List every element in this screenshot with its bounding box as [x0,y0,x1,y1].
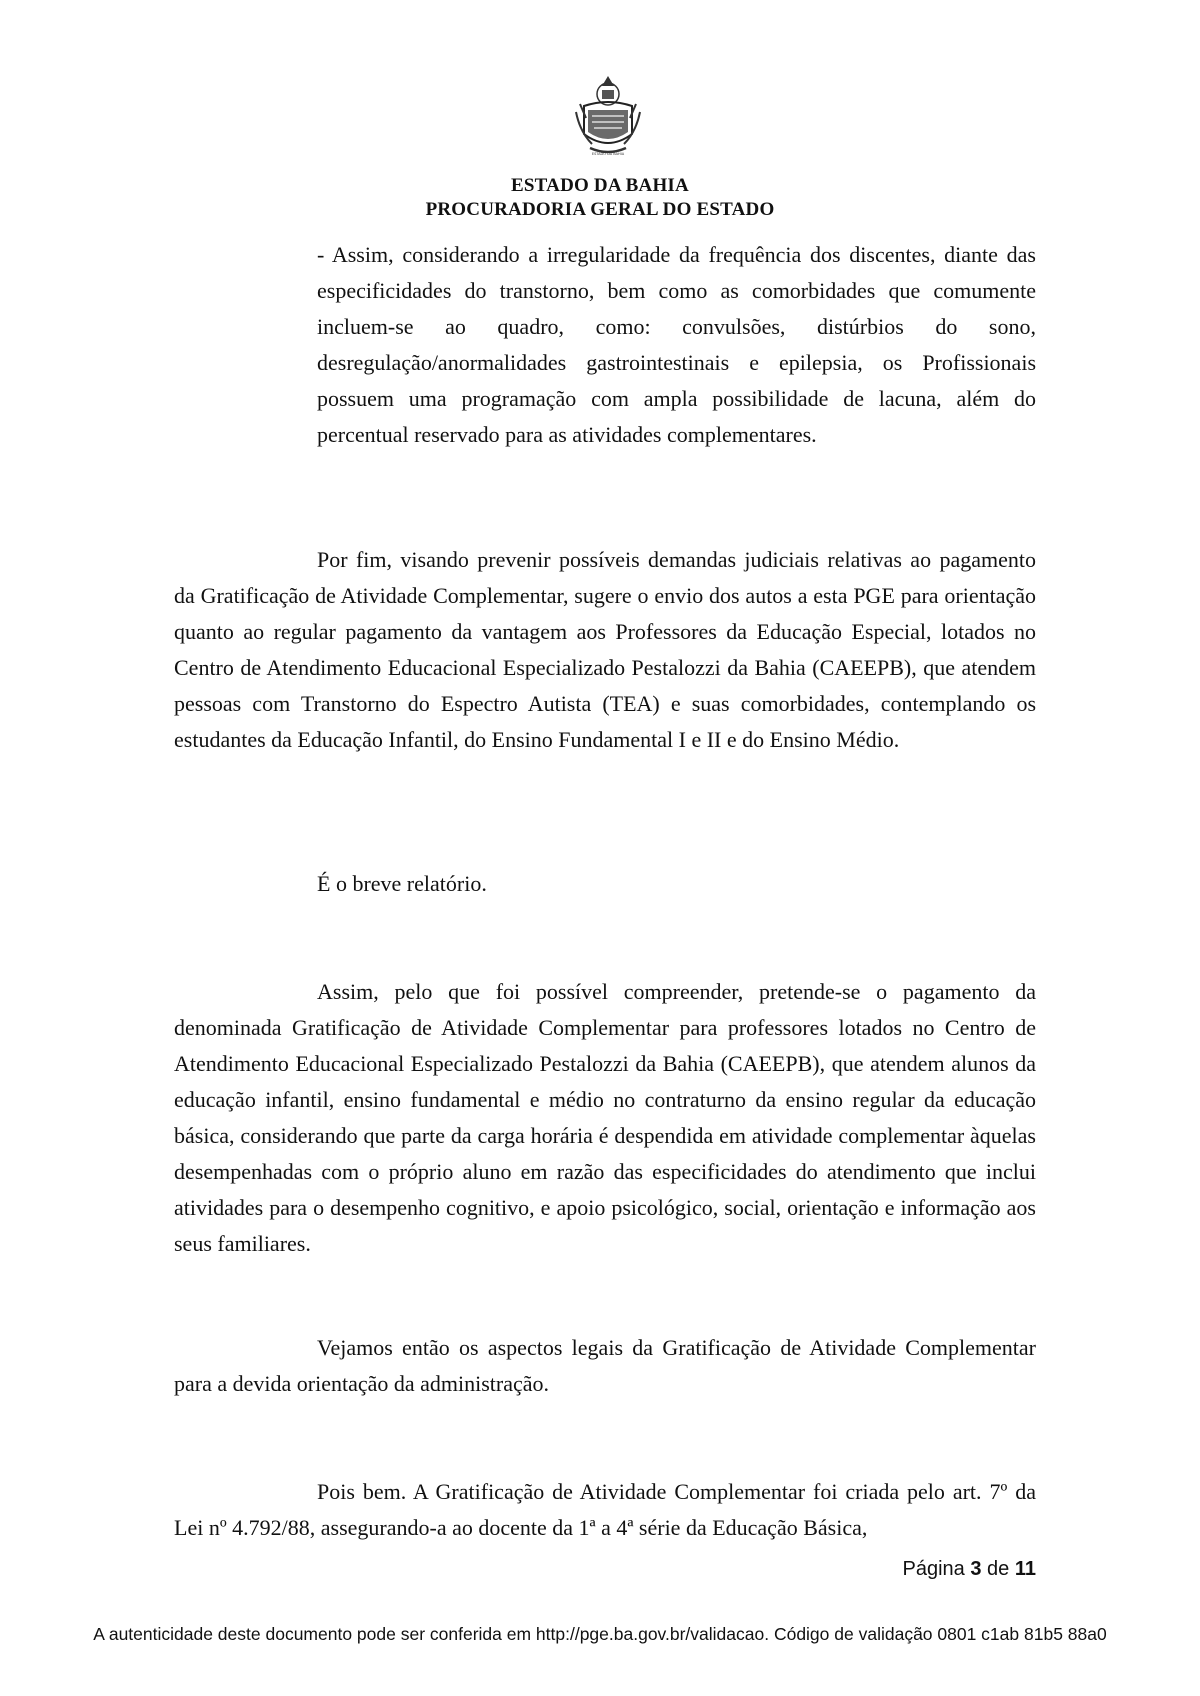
header-agency-name: PROCURADORIA GERAL DO ESTADO [425,199,775,220]
page-number [903,1558,1037,1581]
paragraph-understanding: Assim, pelo que foi possível compreender, pretende-se o pagamento da denominada Gratificação de Atividade Complementar para professores lotados no Centro de Atendimento Educacional Especializado Pestalozzi da Bahia (CAEEPB), que atendem alunos da educação infantil, ensino fundamental e médio no contraturno da ensino regular da educação básica, considerando que parte da carga horária é despendida em atividade complementar àquelas desempenhadas com o próprio aluno em razão das especificidades do atendimento que inclui atividades para o desempenho cognitivo, e apoio psicológico, social, orientação e informação aos seus familiares. [174,979,1036,1256]
page-of: de [987,1558,1010,1580]
page-label: Página [902,1558,965,1580]
page-total: 11 [1014,1558,1036,1580]
authenticity-footer: A autenticidade deste documento pode ser conferida em http://pge.ba.gov.br/validacao. Código de validação 0801 c1ab 81b5 88a0 [93,1624,1107,1644]
bahia-coat-of-arms-seal [572,72,644,158]
paragraph-legal-aspects: Vejamos então os aspectos legais da Gratificação de Atividade Complementar para a devida orientação da administração. [174,1335,1036,1396]
paragraph-quoted-item: - Assim, considerando a irregularidade da frequência dos discentes, diante das especificidades do transtorno, bem como as comorbidades que comumente incluem-se ao quadro, como: convulsões, distúrbios do sono, desregulação/anormalidades gastrointestinais e epilepsia, os Profissionais possuem uma programação com ampla possibilidade de lacuna, além do percentual reservado para as atividades complementares. [317,242,1036,447]
header-state-name: ESTADO DA BAHIA [511,175,689,196]
seal-arc-text: ESTADO DA BAHIA [591,152,625,156]
paragraph-law-origin: Pois bem. A Gratificação de Atividade Complementar foi criada pelo art. 7º da Lei nº 4.792/88, assegurando-a ao docente da 1ª a 4ª série da Educação Básica, [174,1479,1036,1540]
paragraph-brief-report: É o breve relatório. [317,871,487,896]
page-current: 3 [970,1558,982,1580]
paragraph-request: Por fim, visando prevenir possíveis demandas judiciais relativas ao pagamento da Gratificação de Atividade Complementar, sugere o envio dos autos a esta PGE para orientação quanto ao regular pagamento da vantagem aos Professores da Educação Especial, lotados no Centro de Atendimento Educacional Especializado Pestalozzi da Bahia (CAEEPB), que atendem pessoas com Transtorno do Espectro Autista (TEA) e suas comorbidades, contemplando os estudantes da Educação Infantil, do Ensino Fundamental I e II e do Ensino Médio. [174,547,1036,752]
